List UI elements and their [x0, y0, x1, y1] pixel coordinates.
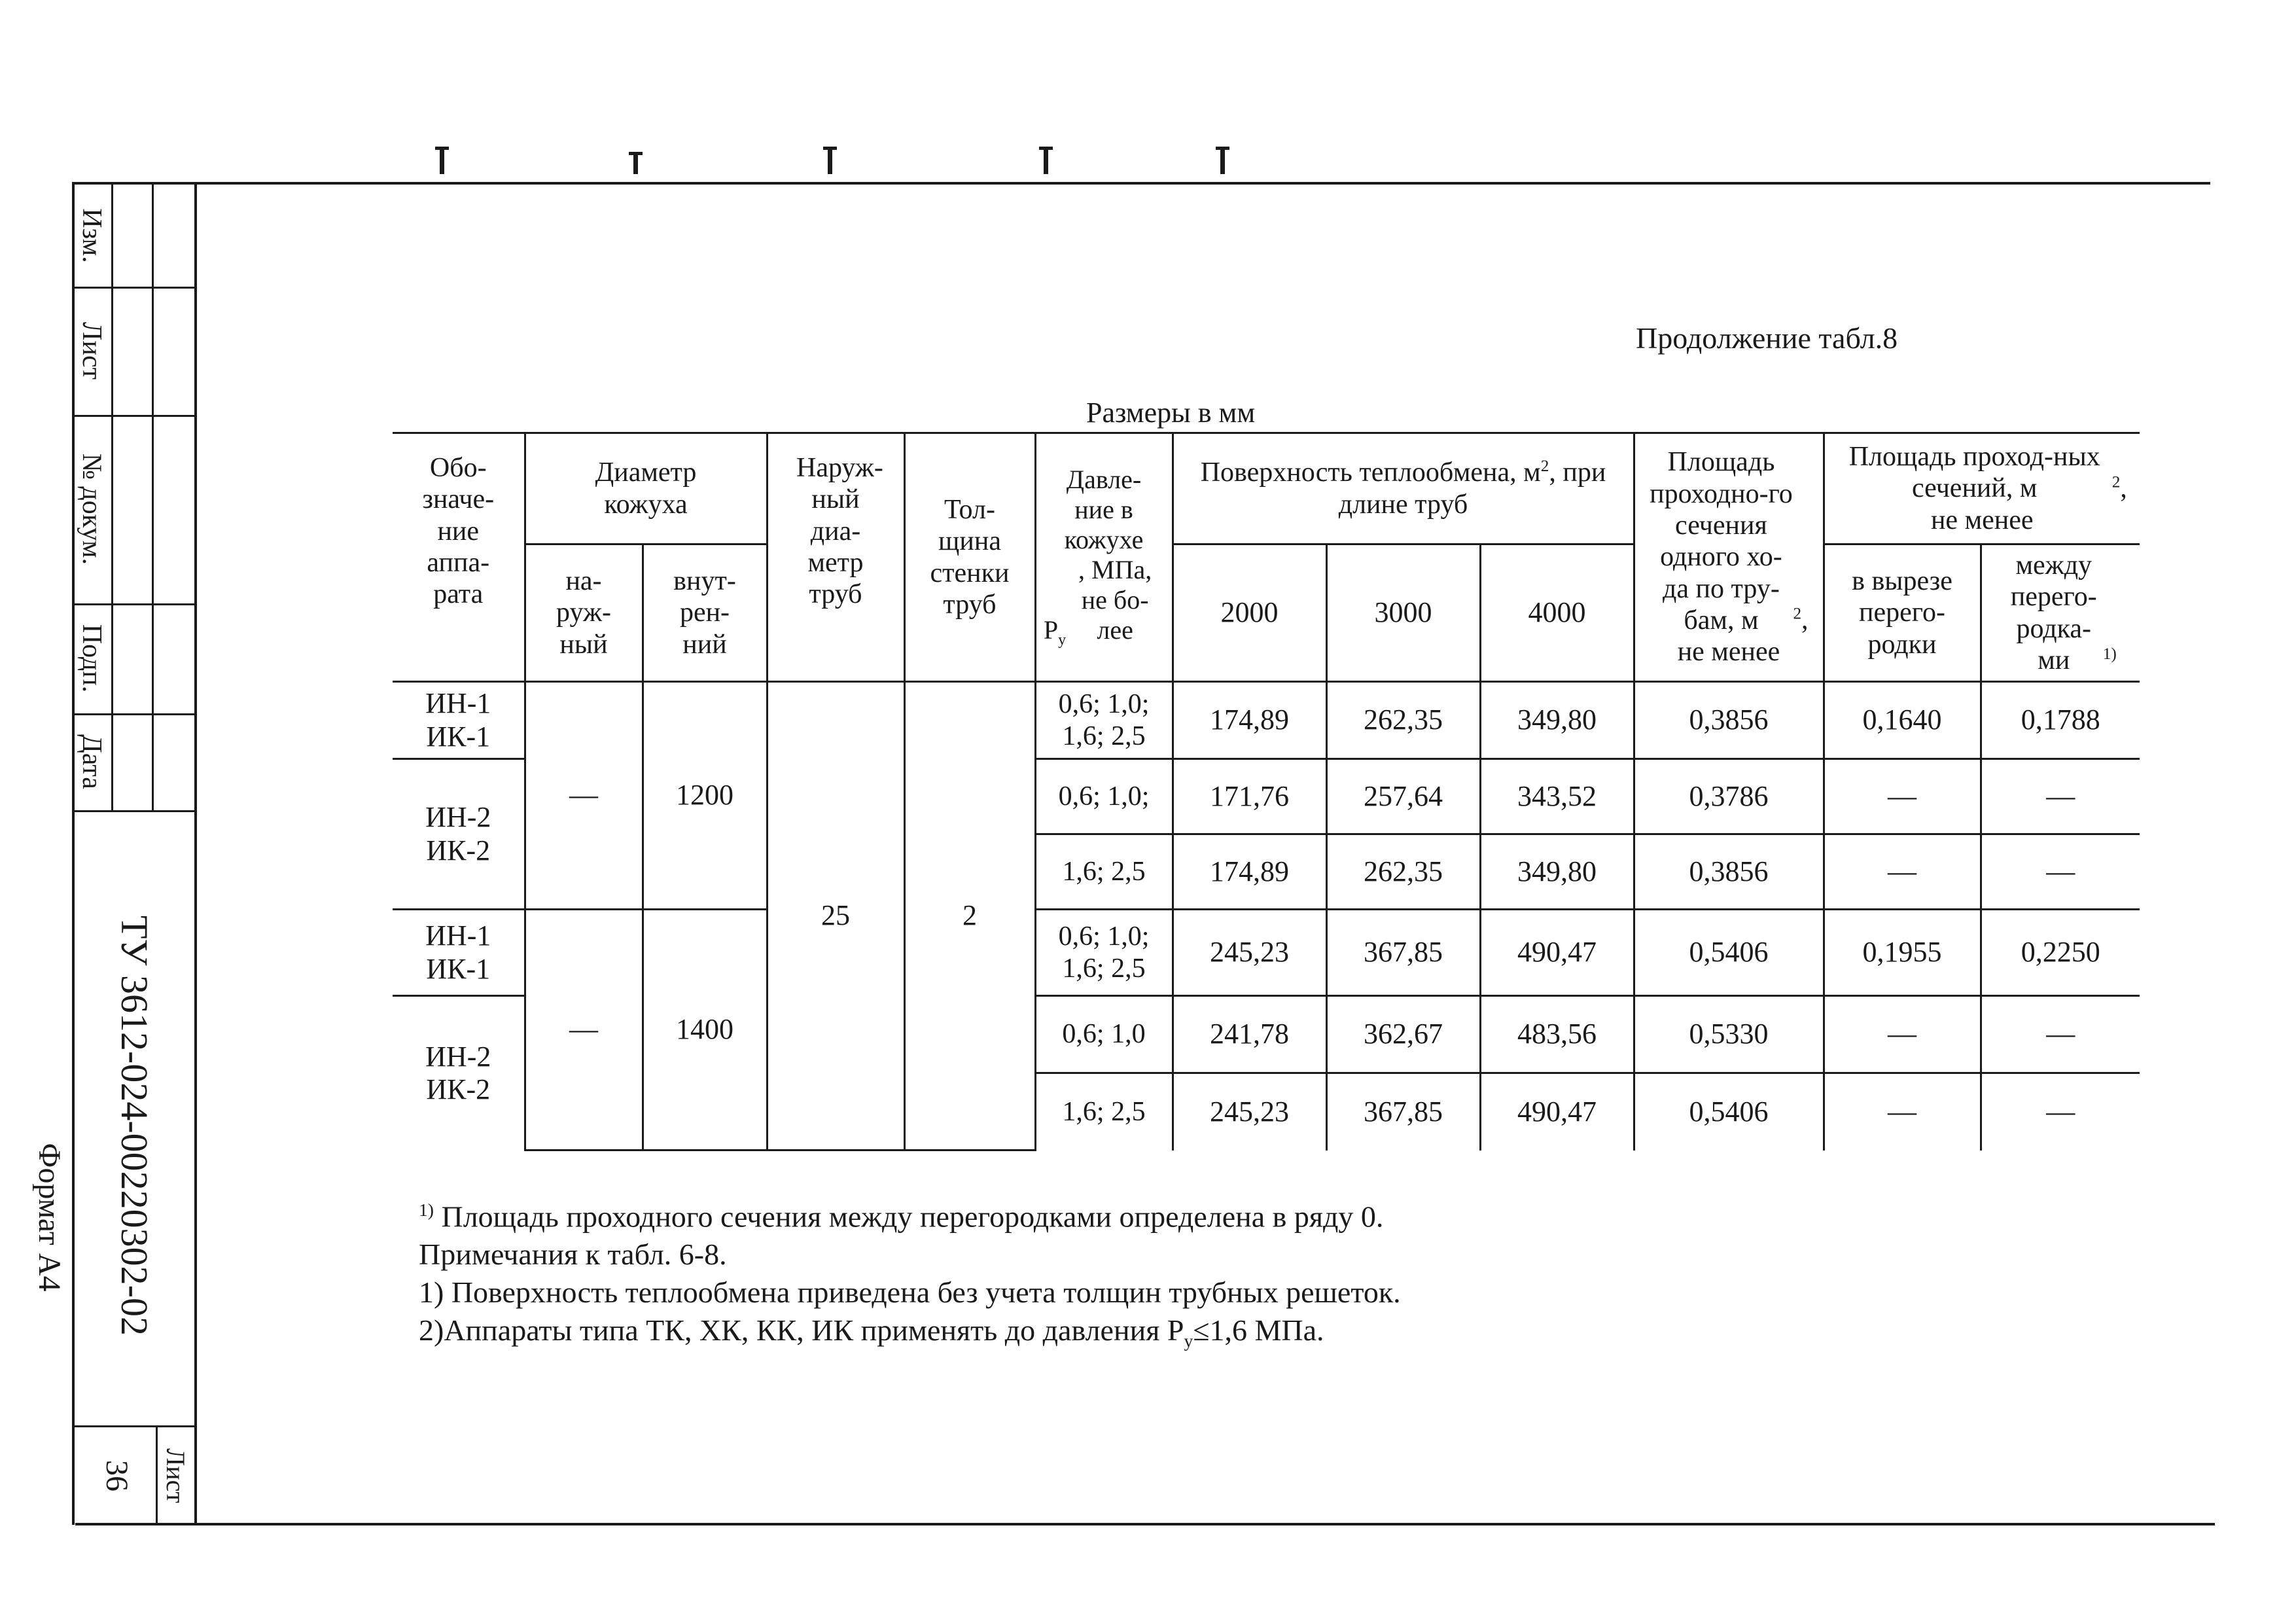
cell-passage-area: 0,3856: [1634, 834, 1824, 910]
top-tick-mark: [633, 154, 638, 174]
stamp-divider-6: [72, 1425, 196, 1427]
cell-between: —: [1981, 759, 2140, 834]
cell-pressure: 0,6; 1,0; 1,6; 2,5: [1035, 910, 1173, 996]
frame-left-line: [72, 182, 75, 1525]
cell-designation: ИН-1 ИК-1: [393, 910, 525, 996]
cell-surface-2000: 245,23: [1173, 1073, 1326, 1150]
header-sections-area: Площадь проход-ных сечений, м $^2$, не менее: [1824, 433, 2140, 544]
cell-surface-4000: 349,80: [1480, 834, 1634, 910]
cell-surface-3000: 262,35: [1326, 682, 1480, 759]
cell-pressure: 1,6; 2,5: [1035, 834, 1173, 910]
cell-surface-4000: 349,80: [1480, 682, 1634, 759]
cell-surface-4000: 343,52: [1480, 759, 1634, 834]
cell-wall-thickness: 2: [904, 682, 1035, 1150]
stamp-col-line-2: [152, 182, 154, 810]
frame-top-line: [72, 182, 2210, 185]
cell-in-cutout: —: [1824, 759, 1981, 834]
cell-passage-area: 0,3856: [1634, 682, 1824, 759]
header-outer: на-руж-ный: [525, 544, 643, 682]
cell-surface-3000: 362,67: [1326, 996, 1480, 1073]
cell-designation: ИН-2 ИК-2: [393, 759, 525, 910]
format-label: Формат А4: [32, 1143, 67, 1292]
cell-inner-diameter: 1200: [643, 682, 767, 910]
sheet-number: 36: [99, 1460, 134, 1491]
cell-in-cutout: 0,1640: [1824, 682, 1981, 759]
cell-surface-3000: 367,85: [1326, 1073, 1480, 1150]
cell-inner-diameter: 1400: [643, 910, 767, 1150]
cell-surface-4000: 483,56: [1480, 996, 1634, 1073]
cell-surface-4000: 490,47: [1480, 910, 1634, 996]
notes-heading: Примечания к табл. 6-8.: [419, 1238, 727, 1272]
cell-outer-diameter: —: [525, 910, 643, 1150]
cell-tube-diameter: 25: [767, 682, 904, 1150]
cell-surface-2000: 174,89: [1173, 834, 1326, 910]
stamp-col-line-3: [194, 182, 197, 1525]
specification-table: [393, 432, 2140, 1151]
header-pressure: Давле-ние в кожухе $Р_у$, МПа, не бо-лее: [1035, 433, 1173, 682]
cell-in-cutout: —: [1824, 1073, 1981, 1150]
cell-surface-2000: 245,23: [1173, 910, 1326, 996]
cell-surface-3000: 257,64: [1326, 759, 1480, 834]
header-tube-outer-diameter: Наруж-ный диа-метр труб: [767, 433, 904, 682]
stamp-divider-2: [72, 415, 196, 417]
stamp-divider-4: [72, 713, 196, 715]
cell-passage-area: 0,5330: [1634, 996, 1824, 1073]
header-inner: внут-рен-ний: [643, 544, 767, 682]
top-tick-mark: [1220, 149, 1225, 174]
cell-designation: ИН-1 ИК-1: [393, 682, 525, 759]
cell-surface-2000: 241,78: [1173, 996, 1326, 1073]
header-length-4000: 4000: [1480, 544, 1634, 682]
header-passage-area: Площадь проходно-го сечения одного хо-да по тру-бам, м $^2$, не менее: [1634, 433, 1824, 682]
top-tick-mark: [1044, 149, 1048, 174]
top-tick-mark: [828, 149, 832, 174]
header-length-2000: 2000: [1173, 544, 1326, 682]
cell-designation: ИН-2 ИК-2: [393, 996, 525, 1150]
cell-in-cutout: 0,1955: [1824, 910, 1981, 996]
cell-pressure: 1,6; 2,5: [1035, 1073, 1173, 1150]
header-in-cutout: в вырезе перего-родки: [1824, 544, 1981, 682]
cell-passage-area: 0,3786: [1634, 759, 1824, 834]
header-surface: Поверхность теплообмена, $м^2$, при длине труб: [1173, 433, 1634, 544]
cell-between: —: [1981, 834, 2140, 910]
stamp-label-doc-number: № докум.: [77, 453, 107, 565]
header-designation: Обо-значе-ние аппа-рата: [393, 433, 525, 682]
cell-pressure: 0,6; 1,0; 1,6; 2,5: [1035, 682, 1173, 759]
stamp-label-date: Дата: [77, 734, 107, 789]
cell-between: 0,1788: [1981, 682, 2140, 759]
cell-passage-area: 0,5406: [1634, 910, 1824, 996]
cell-surface-3000: 367,85: [1326, 910, 1480, 996]
stamp-label-list: Лист: [77, 322, 107, 380]
header-shell-diameter: Диаметр кожуха: [525, 433, 767, 544]
cell-surface-4000: 490,47: [1480, 1073, 1634, 1150]
cell-between: 0,2250: [1981, 910, 2140, 996]
units-caption: Размеры в мм: [1086, 397, 1256, 429]
cell-between: —: [1981, 996, 2140, 1073]
cell-surface-3000: 262,35: [1326, 834, 1480, 910]
note-2: 2)Аппараты типа ТК, ХК, КК, ИК применять до давления $Р_у\le 1,6$ МПа.: [419, 1313, 1324, 1351]
stamp-label-signature: Подп.: [77, 624, 107, 693]
top-tick-mark: [440, 149, 444, 174]
cell-in-cutout: —: [1824, 834, 1981, 910]
header-wall-thickness: Тол-щина стенки труб: [904, 433, 1035, 682]
cell-in-cutout: —: [1824, 996, 1981, 1073]
sheet-label: Лист: [161, 1448, 190, 1503]
header-length-3000: 3000: [1326, 544, 1480, 682]
cell-passage-area: 0,5406: [1634, 1073, 1824, 1150]
stamp-sheet-divider: [156, 1425, 158, 1525]
header-between: между перего-родка-ми $^{1)}$: [1981, 544, 2140, 682]
stamp-divider-5: [72, 810, 196, 812]
cell-pressure: 0,6; 1,0;: [1035, 759, 1173, 834]
stamp-label-izm: Изм.: [77, 208, 107, 263]
stamp-divider-3: [72, 603, 196, 605]
cell-outer-diameter: —: [525, 682, 643, 910]
notes-block: [419, 1191, 1401, 1361]
continuation-title: Продолжение табл.8: [1636, 321, 1898, 355]
footnote: $^{1)}$ Площадь проходного сечения между перегородками определена в ряду 0.: [419, 1200, 1384, 1234]
cell-pressure: 0,6; 1,0: [1035, 996, 1173, 1073]
note-1: 1) Поверхность теплообмена приведена без учета толщин трубных решеток.: [419, 1275, 1401, 1310]
stamp-col-line-1: [111, 182, 113, 810]
cell-between: —: [1981, 1073, 2140, 1150]
document-code: ТУ 3612-024-00220302-02: [113, 916, 156, 1336]
cell-surface-2000: 174,89: [1173, 682, 1326, 759]
cell-surface-2000: 171,76: [1173, 759, 1326, 834]
stamp-divider-1: [72, 287, 196, 289]
frame-bottom-line: [75, 1523, 2215, 1525]
